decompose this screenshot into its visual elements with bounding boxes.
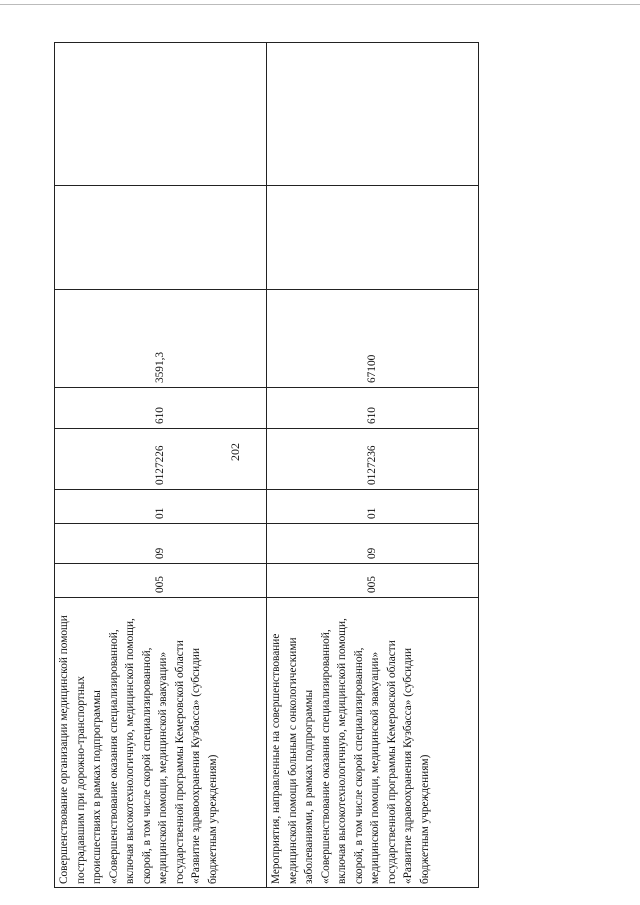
row-description: Совершенствование организации медицинской помощи пострадавшим при дорожно-транспортных происшествиях в рамках подпрограммы «Совершенствование оказания специализированной, включая высокотехнологичную, медицинской помощи, скорой, в том числе скорой специализированной, медицинской помощи, медицинской эвакуации» государственной программы Кемеровской области «Развитие здравоохранения Кузбасса» (субсидии бюджетным учреждениям) bbox=[55, 598, 267, 888]
cell-amount-2 bbox=[55, 186, 267, 290]
cell-amount-2 bbox=[267, 186, 479, 290]
cell-code-1: 005 bbox=[267, 564, 479, 598]
cell-code-2: 09 bbox=[267, 524, 479, 564]
cell-amount-3 bbox=[267, 43, 479, 186]
cell-code-5: 610 bbox=[267, 388, 479, 429]
page-number: 202 bbox=[228, 443, 242, 461]
cell-amount-3 bbox=[55, 43, 267, 186]
cell-code-1: 005 bbox=[55, 564, 267, 598]
table-row bbox=[55, 43, 267, 888]
cell-code-5: 610 bbox=[55, 388, 267, 429]
cell-code-4: 0127226 bbox=[55, 429, 267, 490]
top-rule bbox=[0, 4, 640, 5]
row-description: Мероприятия, направленные на совершенствование медицинской помощи больным с онкологическими заболеваниями, в рамках подпрограммы «Совершенствование оказания специализированной, включая высокотехнологичную, медицинской помощи, скорой, в том числе скорой специализированной, медицинской помощи, медицинской эвакуации» государственной программы Кемеровской области «Развитие здравоохранения Кузбасса» (субсидии бюджетным учреждениям) bbox=[267, 598, 479, 888]
cell-code-4: 0127236 bbox=[267, 429, 479, 490]
rotated-table-container bbox=[54, 43, 478, 888]
budget-table bbox=[54, 42, 479, 888]
cell-amount: 3591,3 bbox=[55, 290, 267, 388]
table-row bbox=[267, 43, 479, 888]
cell-code-2: 09 bbox=[55, 524, 267, 564]
cell-amount: 67100 bbox=[267, 290, 479, 388]
cell-code-3: 01 bbox=[267, 490, 479, 524]
cell-code-3: 01 bbox=[55, 490, 267, 524]
